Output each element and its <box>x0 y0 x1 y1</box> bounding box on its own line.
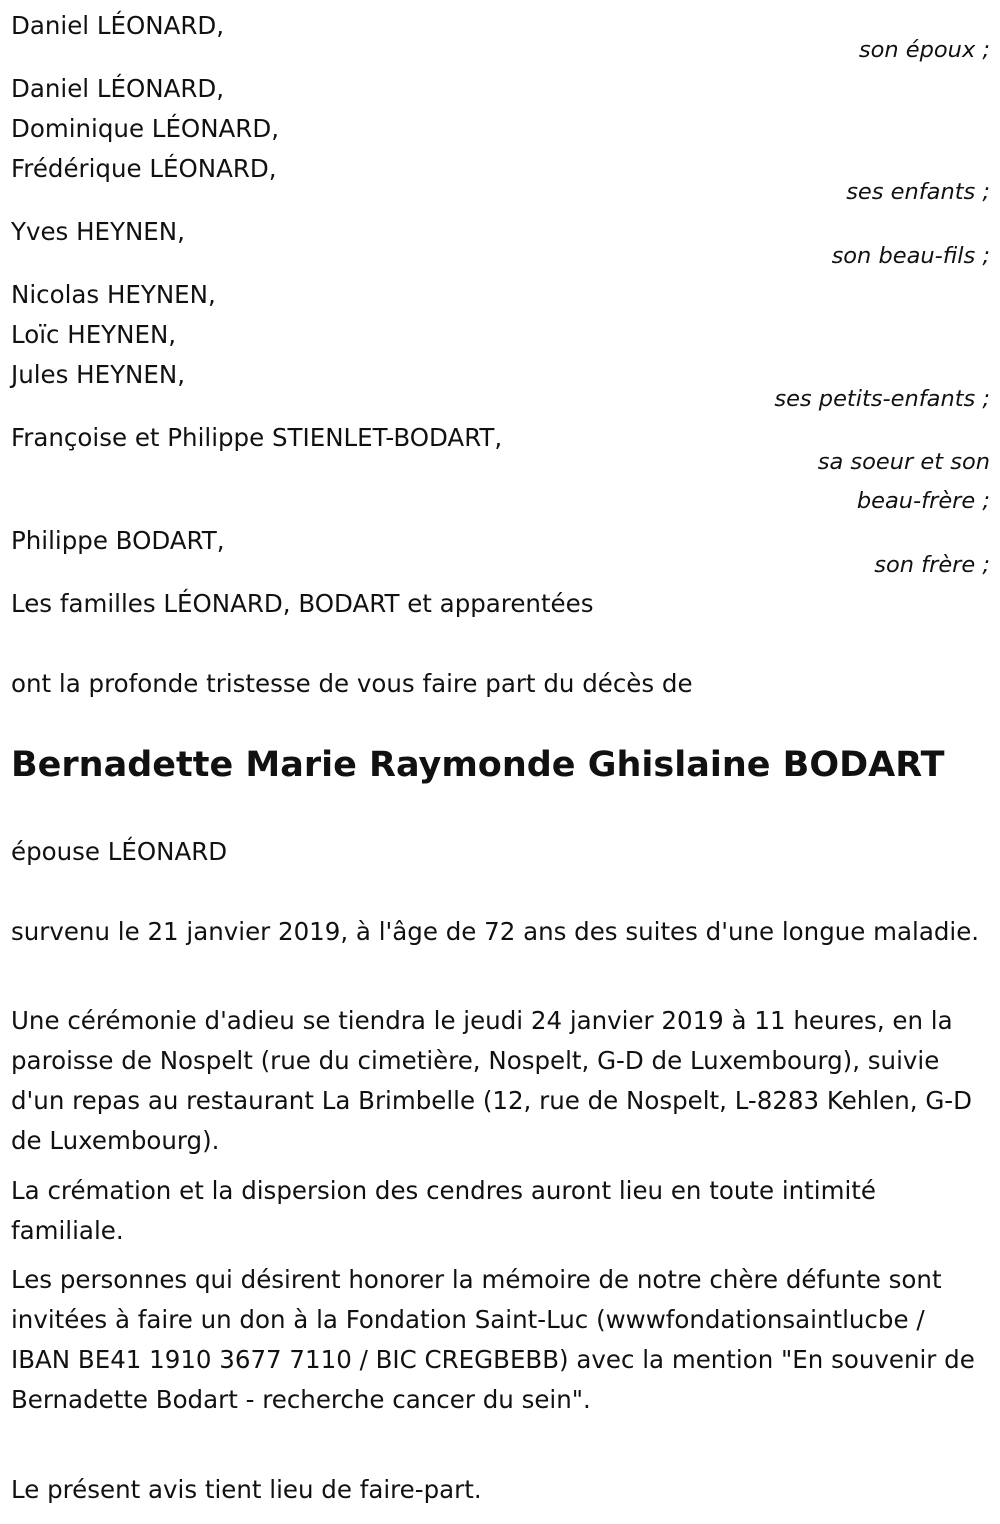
child-name: Dominique LÉONARD, <box>11 114 279 143</box>
children-role: ses enfants ; <box>846 179 990 205</box>
sister-role-line1: sa soeur et son <box>817 449 990 475</box>
grandchild-name: Loïc HEYNEN, <box>11 320 177 349</box>
grandchildren-role: ses petits-enfants ; <box>774 386 990 412</box>
donation-paragraph: Les personnes qui désirent honorer la mémoire de notre chère défunte sont invitées à faire un don à la Fondation Saint-Luc (wwwfondationsaintlucbe / IBAN BE41 1910 3677 7110 / BIC CREGBEBB) avec la mention "En souvenir de Bernadette Bodart - recherche cancer du sein". <box>11 1265 975 1414</box>
announcement-text: ont la profonde tristesse de vous faire part du décès de <box>11 669 693 698</box>
grandchild-name: Nicolas HEYNEN, <box>11 280 216 309</box>
sister-name: Françoise et Philippe STIENLET-BODART, <box>11 423 503 452</box>
child-name: Frédérique LÉONARD, <box>11 154 277 183</box>
son-in-law-name: Yves HEYNEN, <box>11 217 185 246</box>
deceased-name: Bernadette Marie Raymonde Ghislaine BODART <box>11 745 945 785</box>
ceremony-paragraph: Une cérémonie d'adieu se tiendra le jeudi 24 janvier 2019 à 11 heures, en la paroisse de Nospelt (rue du cimetière, Nospelt, G-D de Luxembourg), suivie d'un repas au restaurant La Brimbelle (12, rue de Nospelt, L-8283 Kehlen, G-D de Luxembourg). <box>11 1006 973 1155</box>
brother-name: Philippe BODART, <box>11 526 225 555</box>
families-line: Les familles LÉONARD, BODART et apparentées <box>11 589 594 618</box>
grandchild-name: Jules HEYNEN, <box>11 360 185 389</box>
death-paragraph: survenu le 21 janvier 2019, à l'âge de 72 ans des suites d'une longue maladie. <box>11 917 980 946</box>
closing-paragraph: Le présent avis tient lieu de faire-part. <box>11 1475 482 1504</box>
child-name: Daniel LÉONARD, <box>11 74 225 103</box>
spouse-role: son époux ; <box>858 37 990 63</box>
son-in-law-role: son beau-fils ; <box>831 243 990 269</box>
cremation-paragraph: La crémation et la dispersion des cendres auront lieu en toute intimité familiale. <box>11 1176 876 1245</box>
sister-role-line2: beau-frère ; <box>856 488 990 514</box>
married-name: épouse LÉONARD <box>11 837 228 866</box>
spouse-name: Daniel LÉONARD, <box>11 11 225 40</box>
brother-role: son frère ; <box>874 552 990 578</box>
